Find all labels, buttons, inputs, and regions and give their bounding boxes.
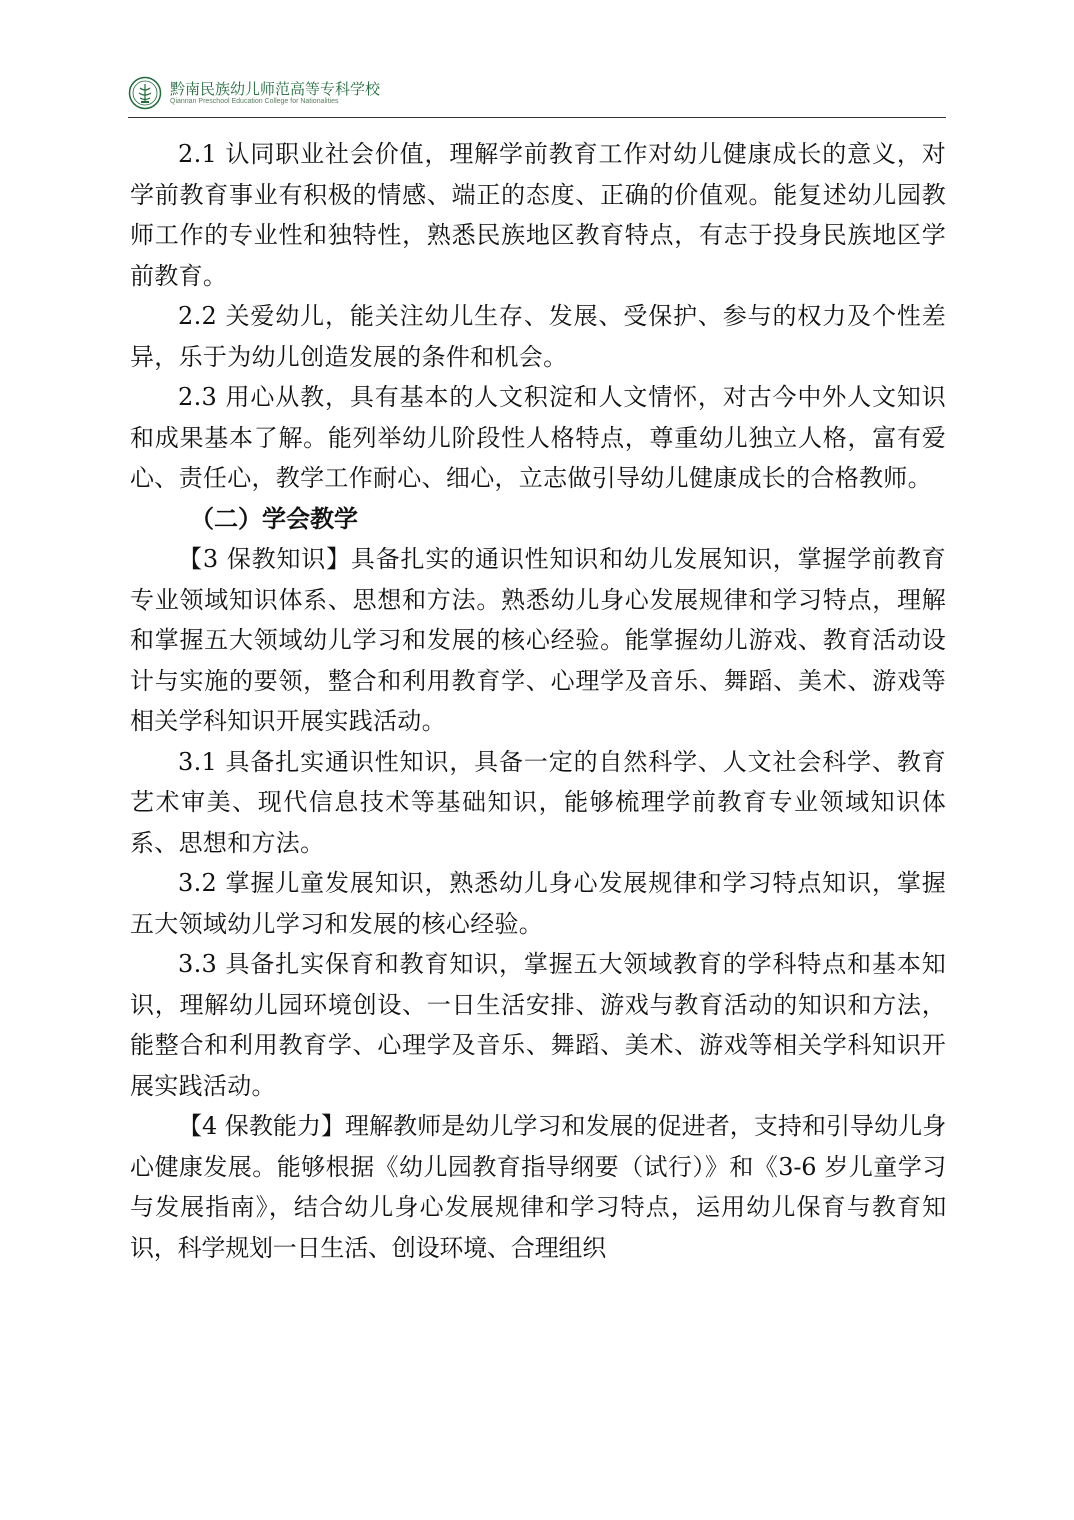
school-name-en: Qiannan Preschool Education College for Nationalities xyxy=(170,98,339,105)
page-header xyxy=(128,72,948,116)
paragraph-3-2: 3.2 掌握儿童发展知识，熟悉幼儿身心发展规律和学习特点知识，掌握五大领域幼儿学习和发展的核心经验。 xyxy=(130,869,946,938)
school-emblem-icon xyxy=(128,76,162,110)
paragraph-3: 【3 保教知识】具备扎实的通识性知识和幼儿发展知识，掌握学前教育专业领域知识体系、思想和方法。熟悉幼儿身心发展规律和学习特点，理解和掌握五大领域幼儿学习和发展的核心经验。能掌握幼儿游戏、教育活动设计与实施的要领，整合和利用教育学、心理学及音乐、舞蹈、美术、游戏等相关学科知识开展实践活动。 xyxy=(130,545,946,735)
school-name-cn: 黔南民族幼儿师范高等专科学校 xyxy=(170,80,381,98)
document-body xyxy=(130,134,946,1268)
section-heading-2: （二）学会教学 xyxy=(190,504,358,533)
paragraph-2-2: 2.2 关爱幼儿，能关注幼儿生存、发展、受保护、参与的权力及个性差异，乐于为幼儿创造发展的条件和机会。 xyxy=(130,302,946,371)
paragraph-4: 【4 保教能力】理解教师是幼儿学习和发展的促进者，支持和引导幼儿身心健康发展。能够根据《幼儿园教育指导纲要（试行）》和《3-6 岁儿童学习与发展指南》，结合幼儿身心发展规律和学习特点，运用幼儿保育与教育知识，科学规划一日生活、创设环境、合理组织 xyxy=(130,1112,946,1262)
paragraph-2-3: 2.3 用心从教，具有基本的人文积淀和人文情怀，对古今中外人文知识和成果基本了解。能列举幼儿阶段性人格特点，尊重幼儿独立人格，富有爱心、责任心，教学工作耐心、细心，立志做引导幼儿健康成长的合格教师。 xyxy=(130,383,946,492)
paragraph-3-1: 3.1 具备扎实通识性知识，具备一定的自然科学、人文社会科学、教育艺术审美、现代信息技术等基础知识，能够梳理学前教育专业领域知识体系、思想和方法。 xyxy=(130,747,946,857)
paragraph-3-3: 3.3 具备扎实保育和教育知识，掌握五大领域教育的学科特点和基本知识，理解幼儿园环境创设、一日生活安排、游戏与教育活动的知识和方法，能整合和利用教育学、心理学及音乐、舞蹈、美术、游戏等相关学科知识开展实践活动。 xyxy=(130,950,946,1100)
paragraph-2-1: 2.1 认同职业社会价值，理解学前教育工作对幼儿健康成长的意义，对学前教育事业有积极的情感、端正的态度、正确的价值观。能复述幼儿园教师工作的专业性和独特性，熟悉民族地区教育特点，有志于投身民族地区学前教育。 xyxy=(130,140,946,290)
header-divider xyxy=(128,117,946,118)
